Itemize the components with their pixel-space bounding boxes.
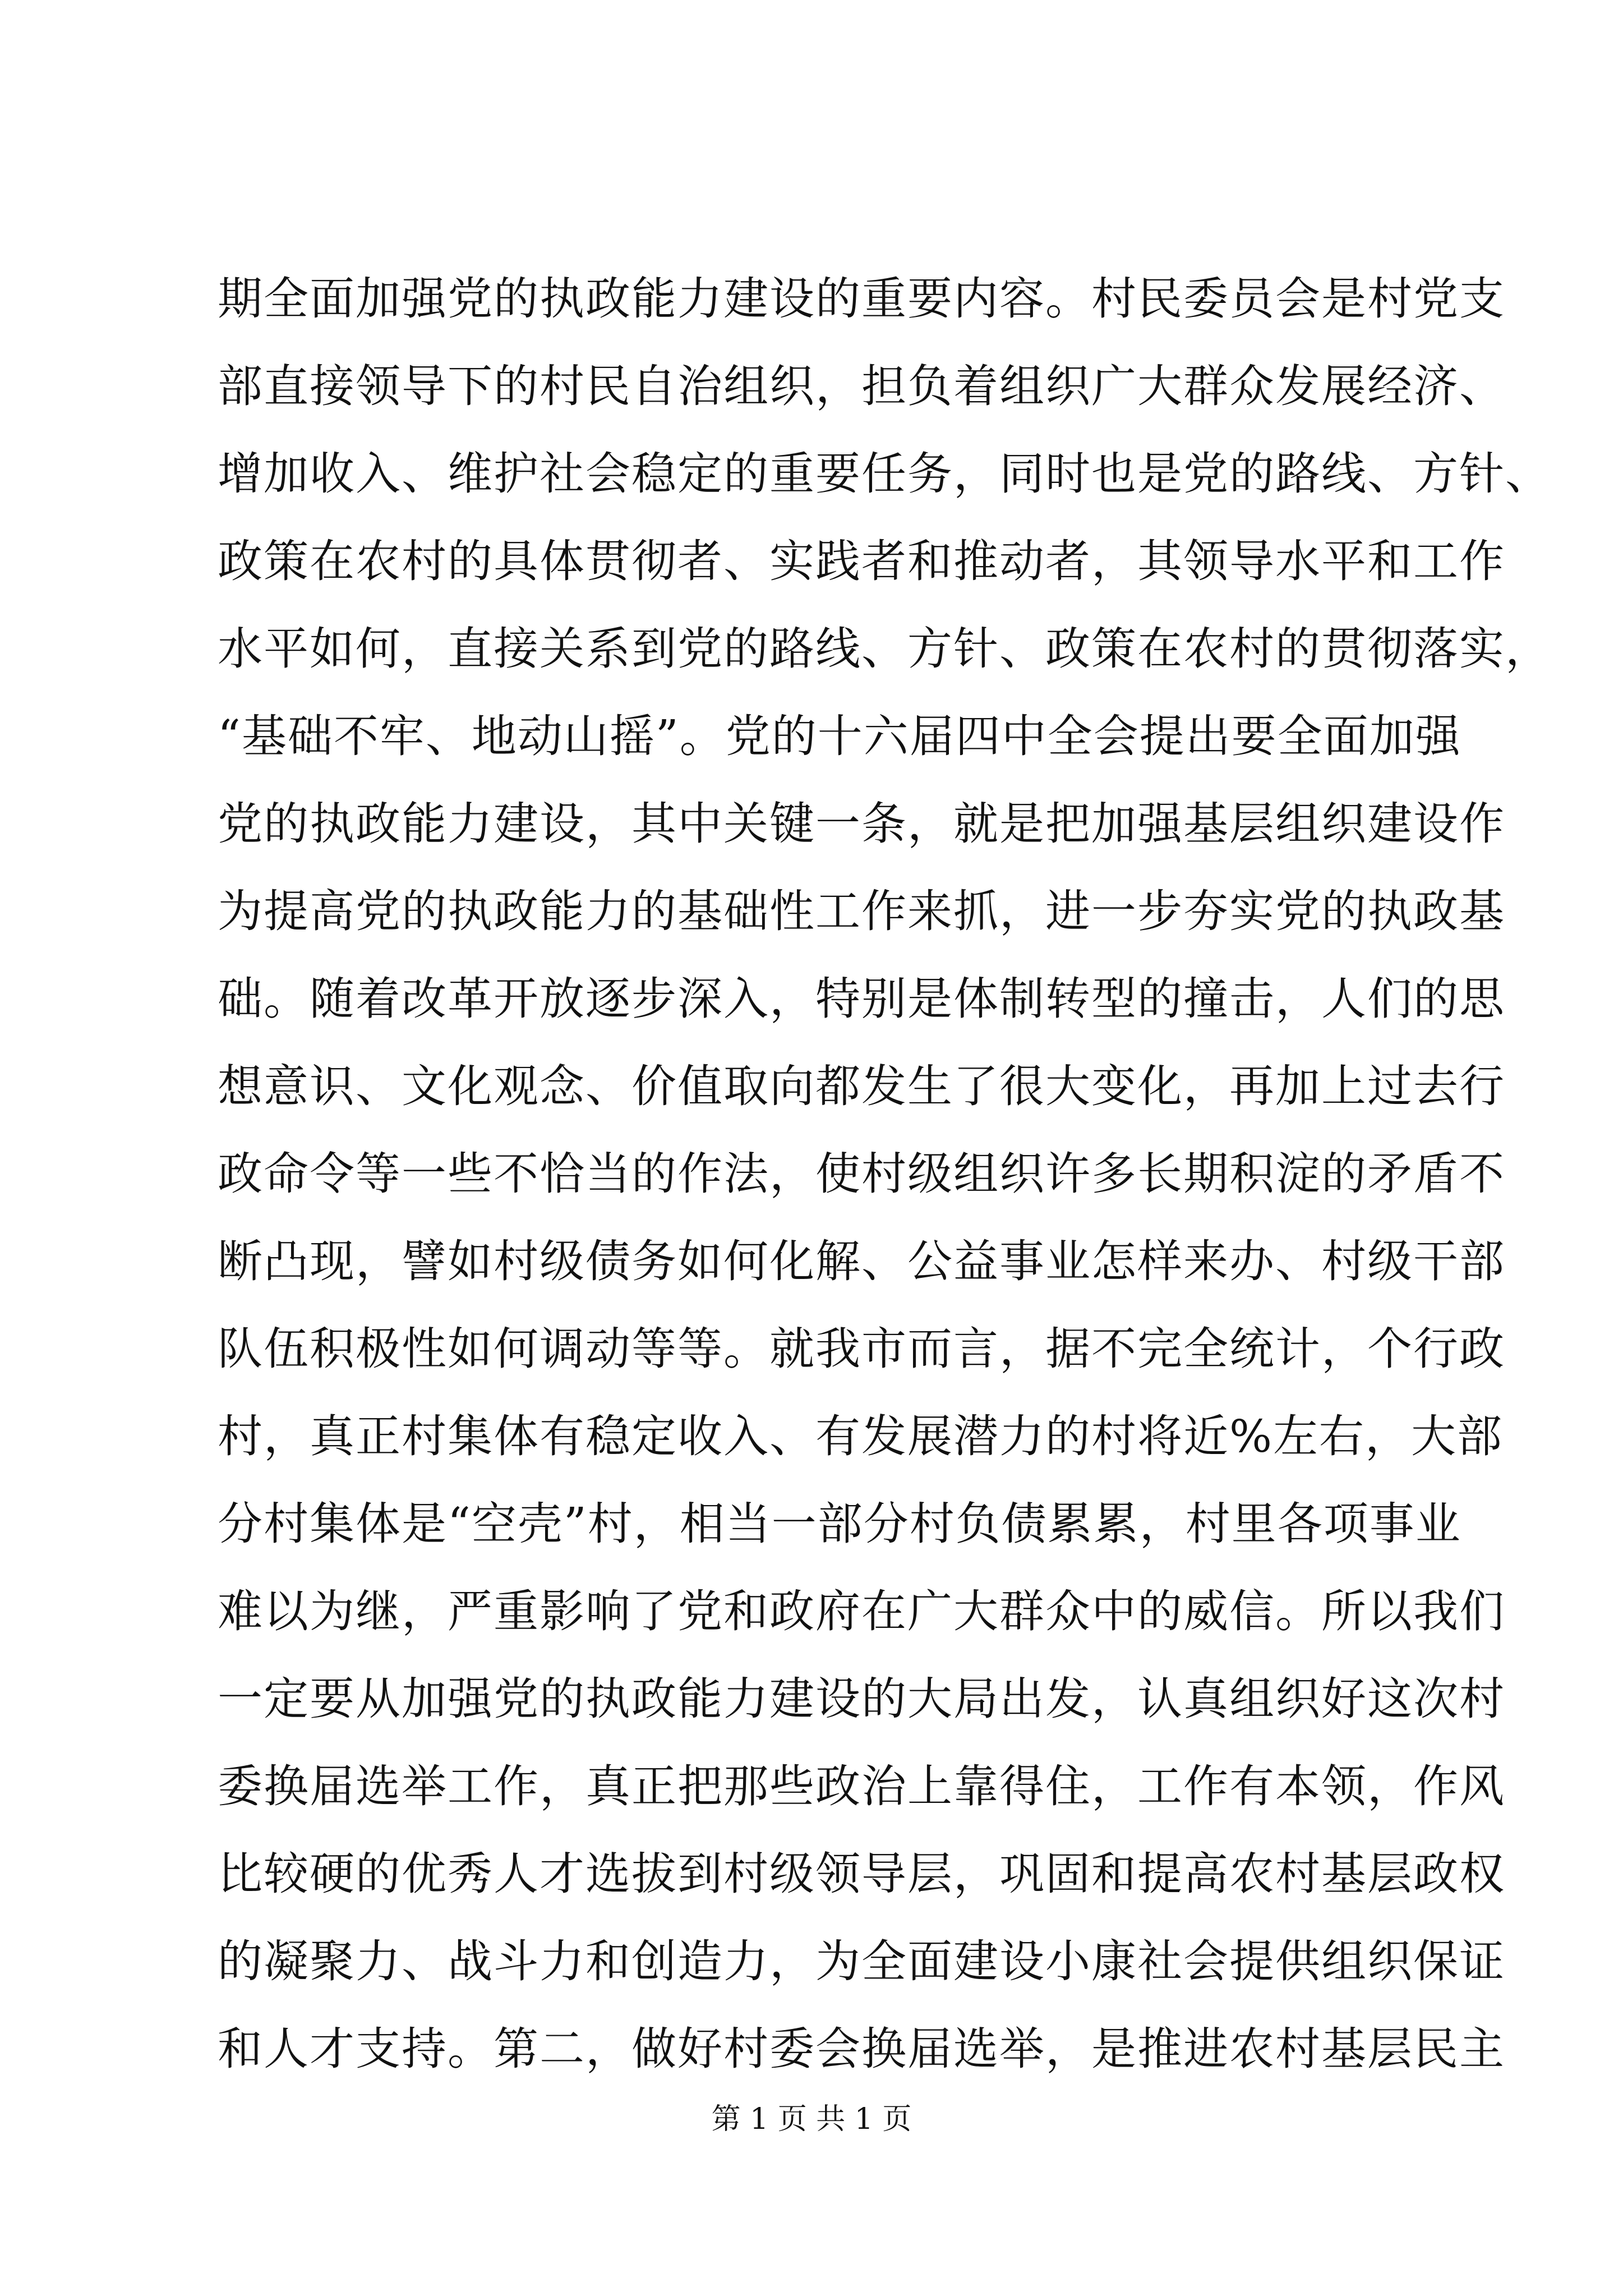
text-line: 党的执政能力建设，其中关键一条，就是把加强基层组织建设作 [218,798,1505,850]
text-line: 委换届选举工作，真正把那些政治上靠得住，工作有本领，作风 [218,1760,1505,1812]
page-footer [0,2097,1623,2142]
text-line: 政命令等一些不恰当的作法，使村级组织许多长期积淀的矛盾不 [218,1148,1505,1200]
text-line: 为提高党的执政能力的基础性工作来抓，进一步夯实党的执政基 [218,885,1505,937]
text-line: 的凝聚力、战斗力和创造力，为全面建设小康社会提供组织保证 [218,1935,1505,1987]
page-number: 第 1 页 共 1 页 [711,2102,912,2136]
text-line: 比较硬的优秀人才选拔到村级领导层，巩固和提高农村基层政权 [218,1848,1505,1900]
text-line: 队伍积极性如何调动等等。就我市而言，据不完全统计，个行政 [218,1323,1505,1375]
text-line: 和人才支持。第二，做好村委会换届选举，是推进农村基层民主 [218,2023,1505,2075]
text-line: 增加收入、维护社会稳定的重要任务，同时也是党的路线、方针、 [218,448,1551,500]
text-line: 期全面加强党的执政能力建设的重要内容。村民委员会是村党支 [218,273,1505,325]
text-line: 想意识、文化观念、价值取向都发生了很大变化，再加上过去行 [218,1060,1505,1112]
text-line: 政策在农村的具体贯彻者、实践者和推动者，其领导水平和工作 [218,535,1505,587]
text-line: 难以为继，严重影响了党和政府在广大群众中的威信。所以我们 [218,1585,1505,1637]
text-line: 一定要从加强党的执政能力建设的大局出发，认真组织好这次村 [218,1673,1505,1725]
text-line: 断凸现，譬如村级债务如何化解、公益事业怎样来办、村级干部 [218,1235,1505,1287]
text-line: 分村集体是“空壳”村，相当一部分村负债累累，村里各项事业 [218,1498,1461,1550]
text-line: “基础不牢、地动山摇”。党的十六届四中全会提出要全面加强 [218,710,1461,762]
text-line: 村，真正村集体有稳定收入、有发展潜力的村将近%左右，大部 [218,1410,1504,1462]
body-text [218,255,1551,2093]
text-line: 水平如何，直接关系到党的路线、方针、政策在农村的贯彻落实， [218,623,1551,675]
text-line: 部直接领导下的村民自治组织，担负着组织广大群众发展经济、 [218,360,1505,412]
text-line: 础。随着改革开放逐步深入，特别是体制转型的撞击，人们的思 [218,973,1505,1025]
